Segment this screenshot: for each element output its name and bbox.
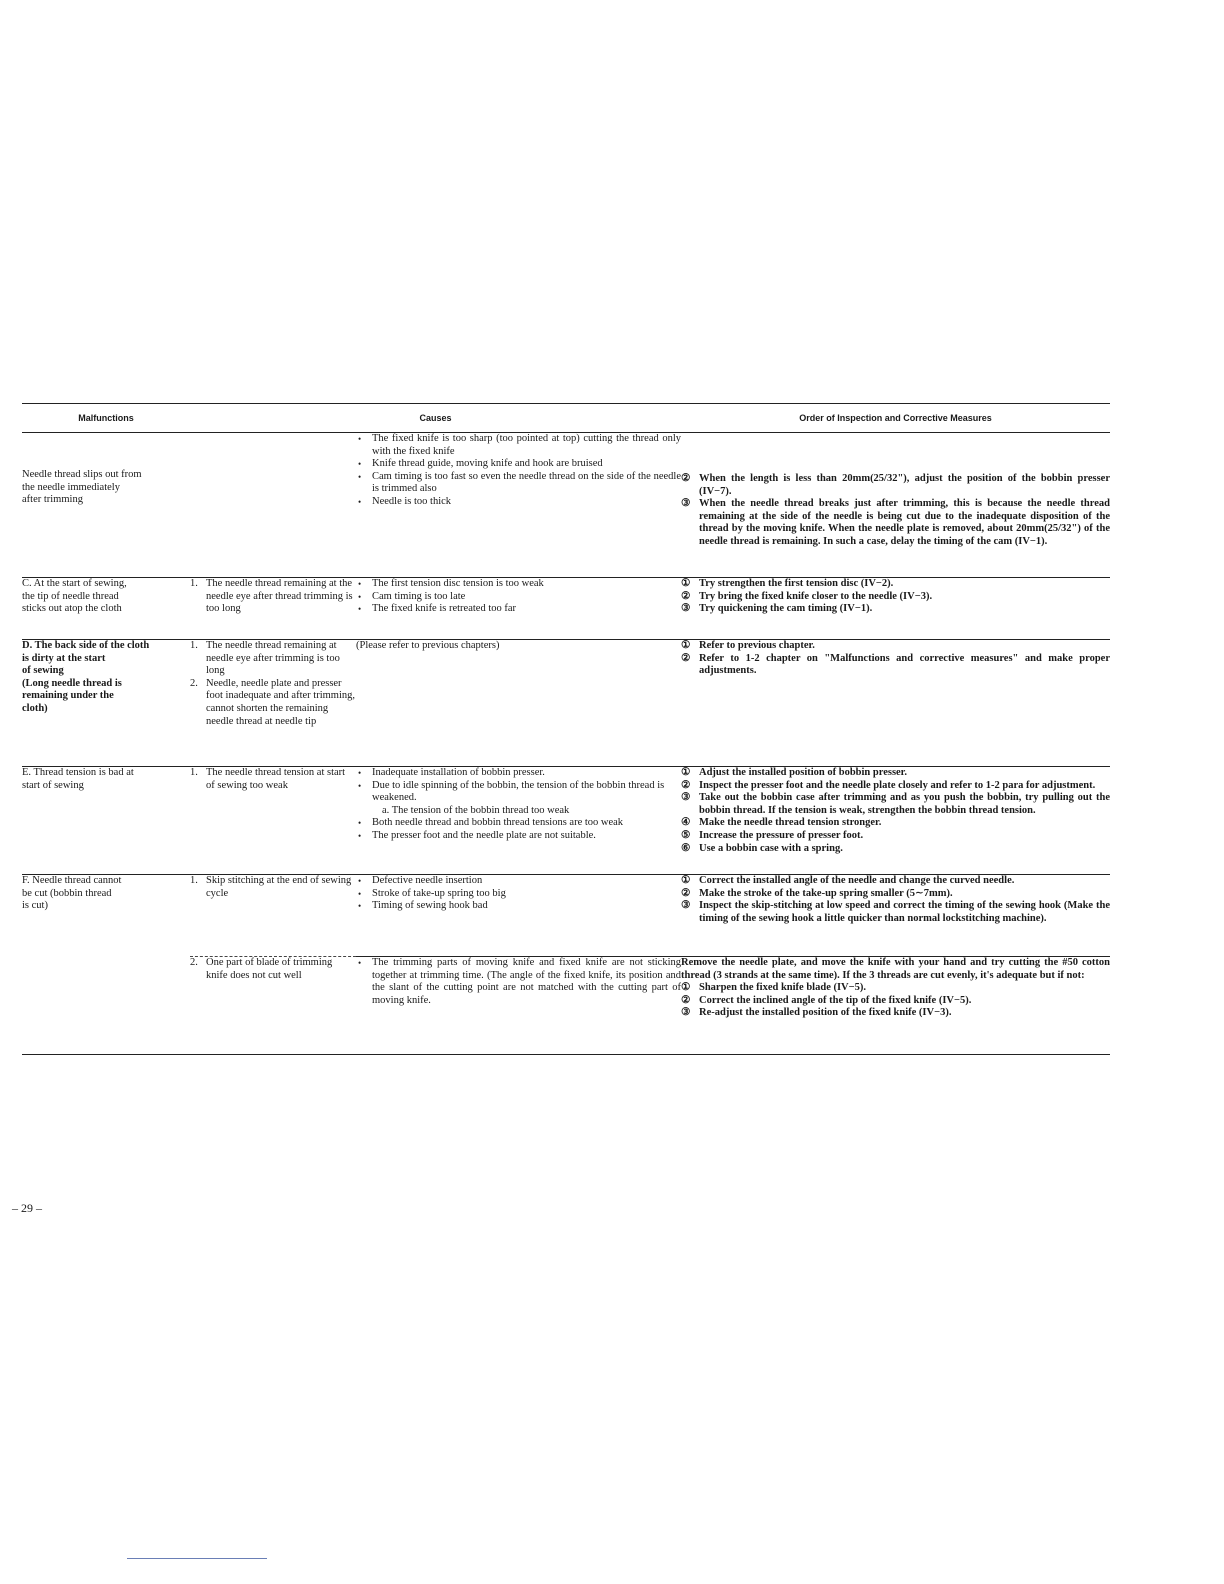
cause-cell: [190, 767, 356, 875]
table-row: [22, 767, 1110, 875]
step-text: Make the stroke of the take-up spring smaller (5∼7mm).: [699, 887, 953, 899]
order-item: [681, 817, 1110, 830]
order-item: [681, 767, 1110, 780]
table-row: [22, 433, 1110, 578]
step-marker: ①: [681, 875, 691, 886]
detail-item: • The presser foot and the needle plate are not suitable.: [356, 830, 681, 843]
malfunction-text: C. At the start of sewing, the tip of needle thread sticks out atop the cloth: [22, 578, 127, 615]
cause-text: Needle, needle plate and presser foot inadequate and after trimming, cannot shorten the remaining needle thread at needle tip: [206, 677, 355, 727]
detail-list: [356, 957, 681, 1007]
detail-cell: [356, 875, 681, 957]
step-marker: ①: [681, 767, 691, 778]
detail-item: • Due to idle spinning of the bobbin, the tension of the bobbin thread is weakened.: [356, 780, 681, 805]
step-marker: ③: [681, 498, 691, 510]
detail-note: (Please refer to previous chapters): [356, 640, 500, 651]
step-marker: ③: [681, 1007, 691, 1019]
cause-number: 2.: [190, 677, 198, 689]
step-text: Use a bobbin case with a spring.: [699, 842, 843, 854]
cause-number: 1.: [190, 578, 198, 589]
step-text: Correct the installed angle of the needle and change the curved needle.: [699, 875, 1015, 886]
step-text: Inspect the skip-stitching at low speed and correct the timing of the sewing hook (Make the timing of the sewing hook a little quicker than normal lockstitching machine).: [699, 900, 1110, 924]
detail-list: [356, 767, 681, 843]
detail-cell: [356, 578, 681, 640]
table-row: [22, 875, 1110, 957]
order-item: [681, 982, 1110, 995]
malfunction-text: Needle thread slips out from the needle immediately after trimming: [22, 469, 142, 506]
order-cell: [681, 957, 1110, 1055]
order-item: [681, 578, 1110, 591]
cause-number: 2.: [190, 957, 198, 968]
cause-item: [190, 678, 356, 728]
detail-list: [356, 875, 681, 913]
step-marker: ①: [681, 982, 691, 994]
cause-text: One part of blade of trimming knife does not cut well: [206, 957, 333, 981]
step-marker: ③: [681, 792, 691, 804]
order-cell: [681, 640, 1110, 767]
step-text: When the needle thread breaks just after trimming, this is because the needle thread remaining at the side of the needle is being cut due to the inadequate disposition of the thread by the moving knife. When the needle plate is removed, about 20mm(25/32") of the needle thread is remaining. In such a case, delay the timing of the cam (IV−1).: [699, 498, 1110, 547]
order-list: [681, 875, 1110, 925]
order-cell: [681, 578, 1110, 640]
step-text: Try quickening the cam timing (IV−1).: [699, 603, 873, 615]
table-header-row: [22, 404, 1110, 433]
step-marker: ⑥: [681, 842, 691, 854]
step-marker: ②: [681, 887, 691, 899]
malfunction-cell: [22, 433, 190, 578]
order-cell: [681, 767, 1110, 875]
step-marker: ③: [681, 900, 691, 912]
detail-item: • Needle is too thick: [356, 496, 681, 509]
step-text: Refer to 1-2 chapter on "Malfunctions and corrective measures" and make proper adjustments.: [699, 652, 1110, 677]
detail-cell: [356, 767, 681, 875]
detail-list: [356, 433, 681, 509]
detail-cell: [356, 640, 681, 767]
order-item: [681, 900, 1110, 925]
detail-cell: [356, 957, 681, 1055]
step-marker: ②: [681, 652, 691, 664]
cause-item: [190, 957, 356, 982]
cause-item: [190, 640, 356, 678]
malfunction-cell: [22, 578, 190, 640]
step-marker: ②: [681, 473, 691, 484]
detail-subitem: a. The tension of the bobbin thread too weak: [382, 804, 570, 816]
step-text: Inspect the presser foot and the needle plate closely and refer to 1-2 para for adjustment.: [699, 779, 1096, 791]
detail-item: • Cam timing is too fast so even the needle thread on the side of the needle is trimmed also: [356, 471, 681, 496]
order-list: [681, 433, 1110, 549]
order-list: [681, 982, 1110, 1020]
order-item: [681, 653, 1110, 678]
step-text: Take out the bobbin case after trimming and as you push the bobbin, try pulling out the bobbin thread. If the tension is weak, strengthen the bobbin thread tension.: [699, 792, 1110, 816]
detail-item: • Stroke of take-up spring too big: [356, 888, 681, 901]
malfunction-text: E. Thread tension is bad at start of sewing: [22, 767, 134, 791]
detail-cell: [356, 433, 681, 578]
detail-item: • The trimming parts of moving knife and fixed knife are not sticking together at trimming time. (The angle of the fixed knife, its position and the slant of the cutting point are not matched with the cutting part of moving knife.: [356, 957, 681, 1007]
order-list: [681, 578, 1110, 616]
cause-cell: [190, 875, 356, 957]
table-row: [22, 578, 1110, 640]
step-text: Make the needle thread tension stronger.: [699, 817, 882, 829]
cause-number: 1.: [190, 875, 198, 886]
order-item: [681, 498, 1110, 548]
page-number: – 29 –: [12, 1201, 42, 1215]
order-item: [681, 995, 1110, 1008]
malfunction-cell: [22, 875, 190, 1055]
malfunction-cell: [22, 640, 190, 767]
step-marker: ③: [681, 603, 691, 615]
step-text: Try bring the fixed knife closer to the needle (IV−3).: [699, 590, 933, 602]
step-marker: ②: [681, 994, 691, 1006]
step-text: Sharpen the fixed knife blade (IV−5).: [699, 982, 866, 994]
step-marker: ②: [681, 779, 691, 791]
header-causes: Causes: [190, 404, 681, 433]
step-text: Refer to previous chapter.: [699, 640, 815, 651]
order-item: [681, 843, 1110, 856]
header-order: Order of Inspection and Corrective Measures: [681, 404, 1110, 433]
footer-rule: [127, 1558, 267, 1559]
cause-cell: [190, 640, 356, 767]
header-malfunctions: Malfunctions: [22, 404, 190, 433]
step-marker: ①: [681, 578, 691, 589]
malfunction-cell: [22, 767, 190, 875]
order-item: [681, 888, 1110, 901]
order-intro: Remove the needle plate, and move the knife with your hand and try cutting the #50 cotton thread (3 strands at the same time). If the 3 threads are cut evenly, it's adequate but if not:: [681, 957, 1110, 981]
detail-item: • Inadequate installation of bobbin presser.: [356, 767, 681, 780]
order-item: [681, 591, 1110, 604]
order-list: [681, 767, 1110, 855]
step-text: Adjust the installed position of bobbin presser.: [699, 767, 908, 778]
detail-item: • Timing of sewing hook bad: [356, 900, 681, 913]
step-marker: ④: [681, 817, 691, 829]
cause-cell: [190, 578, 356, 640]
cause-item: [190, 767, 356, 792]
detail-item: • Knife thread guide, moving knife and hook are bruised: [356, 458, 681, 471]
order-item: [681, 640, 1110, 653]
order-item: [681, 603, 1110, 616]
cause-text: Skip stitching at the end of sewing cycle: [206, 875, 352, 899]
order-item: [681, 780, 1110, 793]
order-cell: [681, 433, 1110, 578]
detail-item: • The fixed knife is retreated too far: [356, 603, 681, 616]
order-item: [681, 792, 1110, 817]
order-list: [681, 640, 1110, 678]
order-cell: [681, 875, 1110, 957]
detail-item: • Both needle thread and bobbin thread tensions are too weak: [356, 817, 681, 830]
step-text: Re-adjust the installed position of the fixed knife (IV−3).: [699, 1007, 952, 1019]
cause-item: [190, 578, 356, 616]
order-item: [681, 875, 1110, 888]
cause-text: The needle thread remaining at the needle eye after thread trimming is too long: [206, 578, 353, 615]
cause-cell: [190, 957, 356, 1055]
malfunction-text: D. The back side of the cloth is dirty at the start of sewing (Long needle thread is remaining under the cloth): [22, 640, 150, 714]
table-row: [22, 640, 1110, 767]
detail-list: [356, 578, 681, 616]
step-text: When the length is less than 20mm(25/32"), adjust the position of the bobbin presser (IV−7).: [699, 473, 1110, 497]
step-marker: ①: [681, 640, 691, 651]
order-item: [681, 1007, 1110, 1020]
order-item: [681, 473, 1110, 498]
cause-text: The needle thread tension at start of sewing too weak: [206, 767, 346, 791]
detail-item: • Cam timing is too late: [356, 591, 681, 604]
step-text: Increase the pressure of presser foot.: [699, 829, 864, 841]
cause-item: [190, 875, 356, 900]
step-text: Try strengthen the first tension disc (IV−2).: [699, 578, 894, 589]
detail-item: • The fixed knife is too sharp (too pointed at top) cutting the thread only with the fixed knife: [356, 433, 681, 458]
malfunction-text: F. Needle thread cannot be cut (bobbin thread is cut): [22, 875, 122, 912]
step-marker: ②: [681, 590, 691, 602]
detail-item: • The first tension disc tension is too weak: [356, 578, 681, 591]
cause-number: 1.: [190, 767, 198, 778]
detail-item: • Defective needle insertion: [356, 875, 681, 888]
cause-text: The needle thread remaining at needle eye after trimming is too long: [206, 640, 340, 677]
step-text: Correct the inclined angle of the tip of the fixed knife (IV−5).: [699, 994, 972, 1006]
step-marker: ⑤: [681, 829, 691, 841]
cause-number: 1.: [190, 640, 198, 651]
cause-cell: [190, 433, 356, 578]
troubleshooting-table: [22, 403, 1110, 1055]
order-item: [681, 830, 1110, 843]
